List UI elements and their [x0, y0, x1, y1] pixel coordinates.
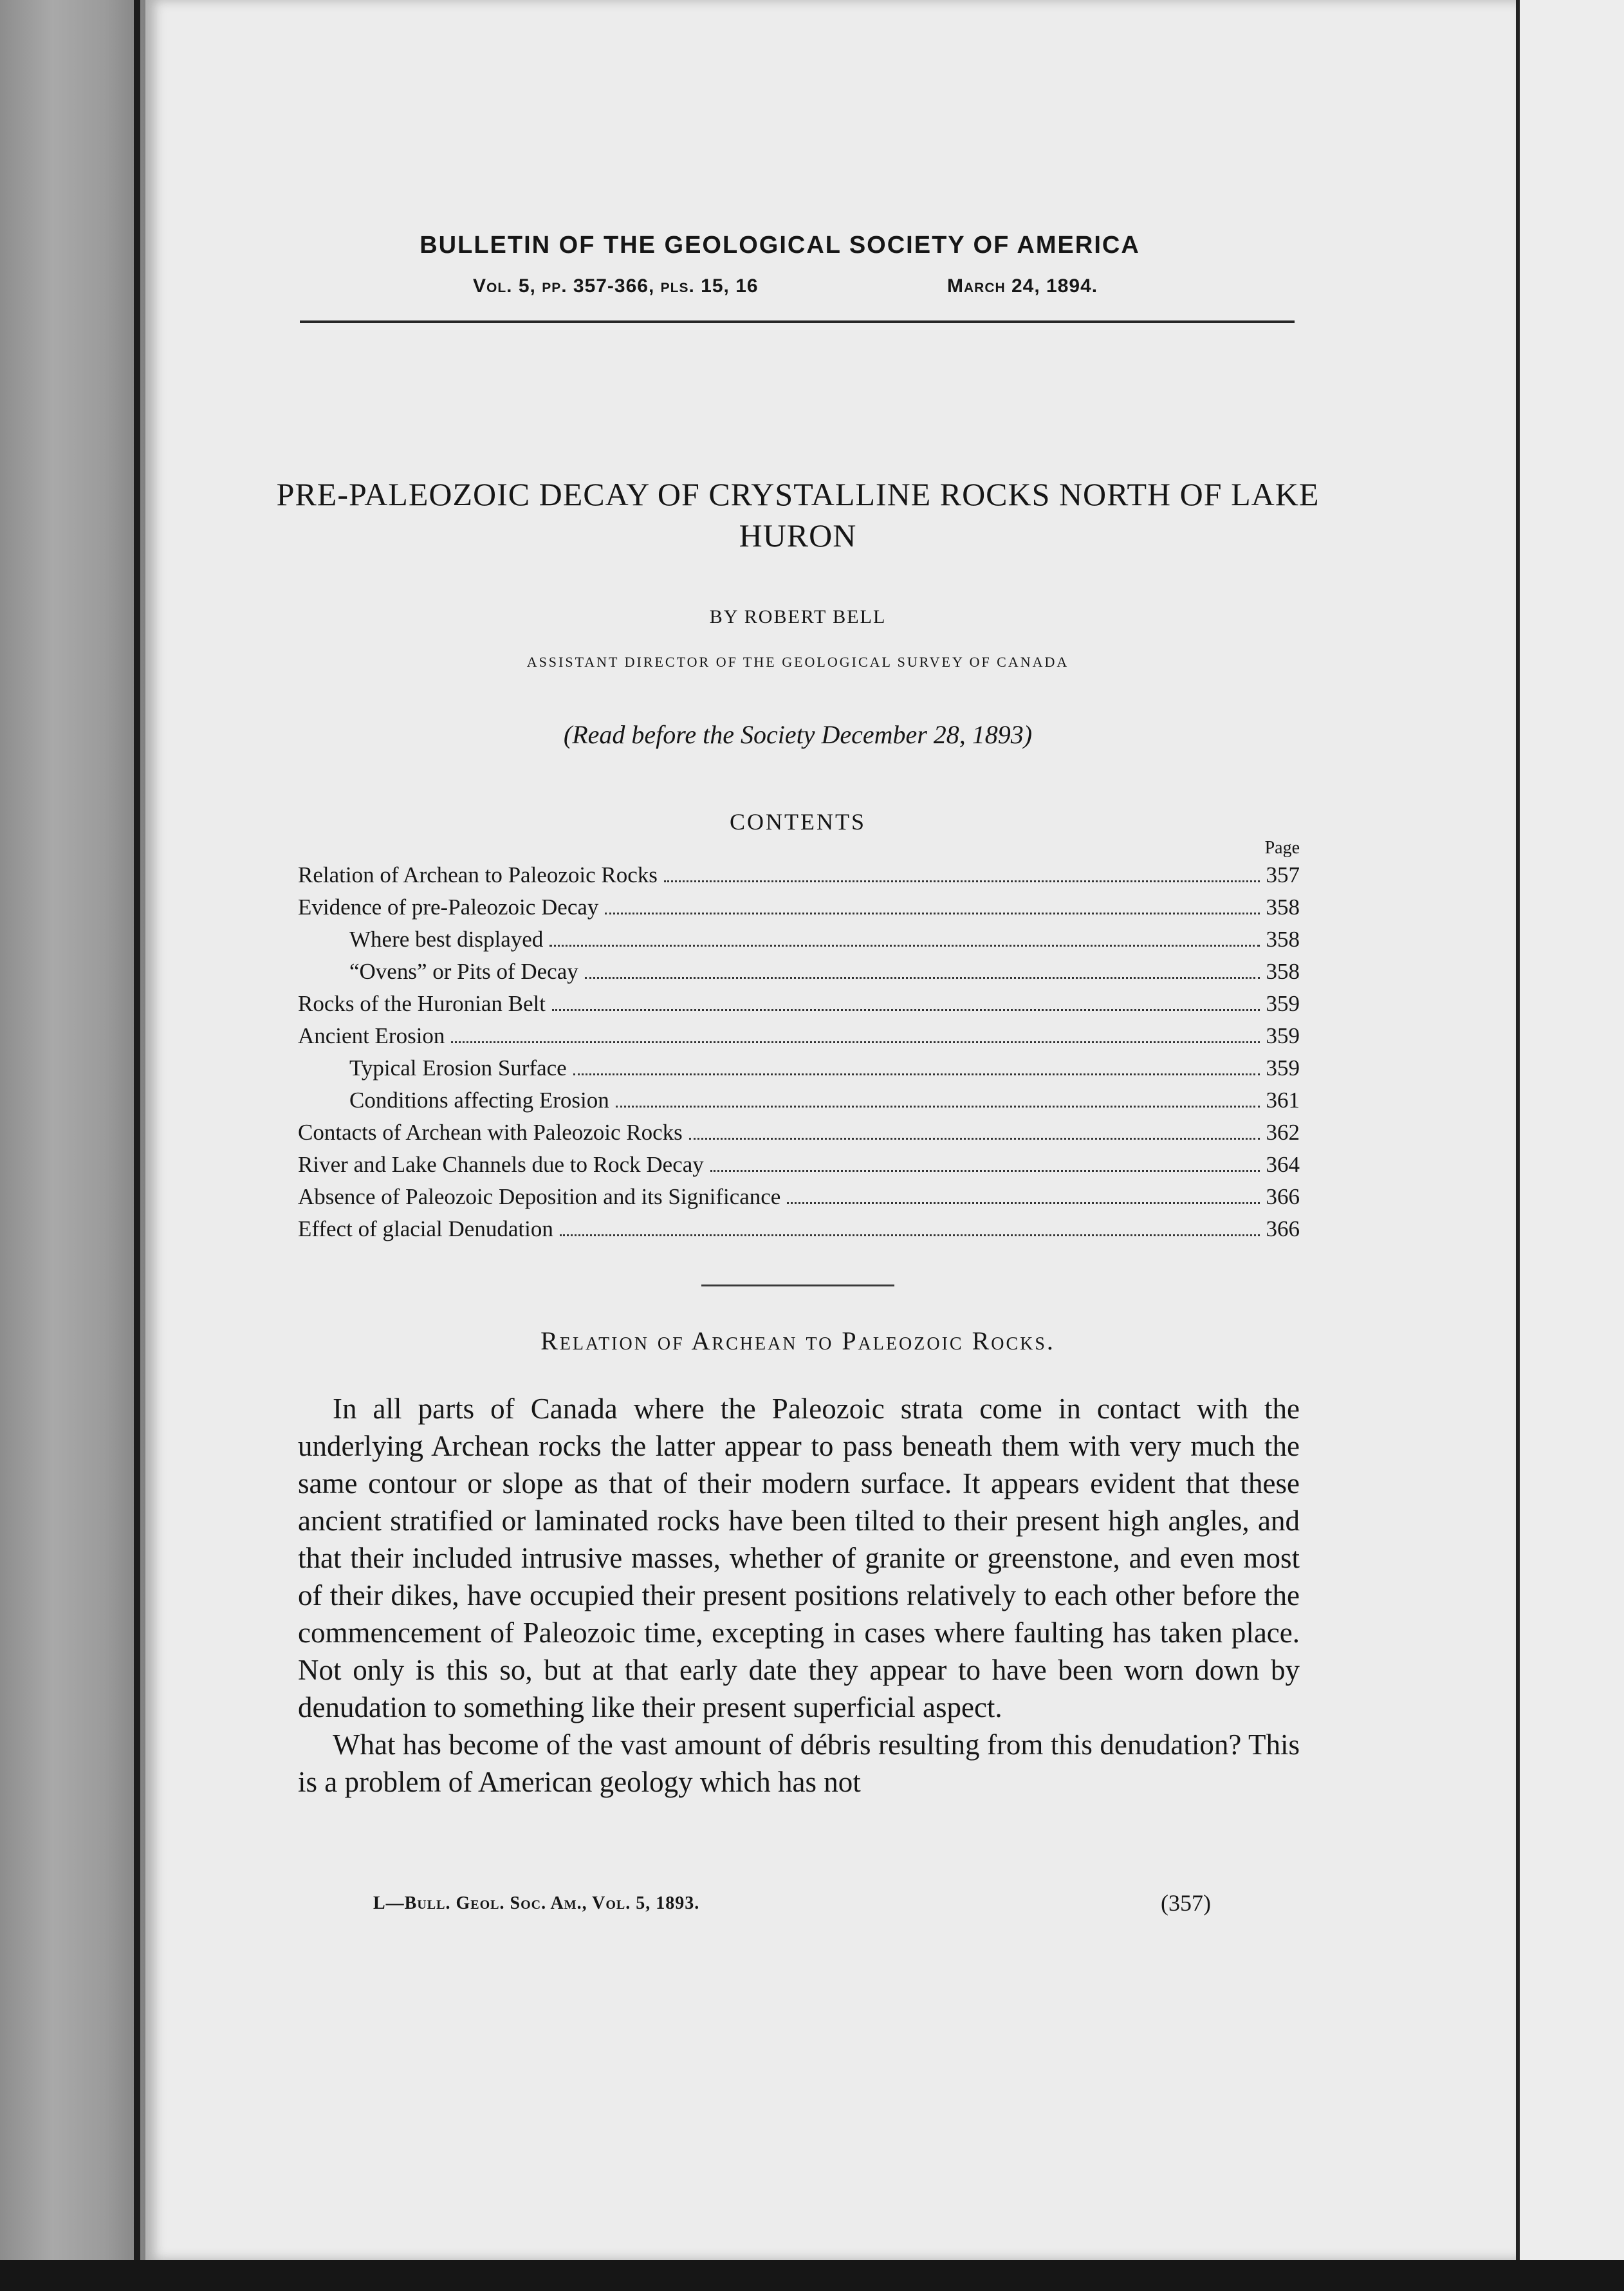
toc-entry [298, 1184, 1300, 1216]
toc-subentry [298, 1055, 1300, 1088]
toc-leader-dots [664, 880, 1260, 882]
toc-entry-title: Typical Erosion Surface [349, 1055, 567, 1081]
toc-entry [298, 1152, 1300, 1184]
toc-leader-dots [573, 1073, 1260, 1075]
body-text [298, 1390, 1300, 1801]
toc-leader-dots [451, 1041, 1259, 1043]
toc-entry-title: Rocks of the Huronian Belt [298, 991, 546, 1016]
read-note: (Read before the Society December 28, 1893) [563, 720, 1033, 749]
toc-entry [298, 991, 1300, 1023]
toc-leader-dots [585, 977, 1260, 979]
toc-entry-page: 358 [1266, 959, 1300, 984]
toc-entry-page: 359 [1266, 1023, 1300, 1048]
author-affiliation: ASSISTANT DIRECTOR OF THE GEOLOGICAL SURVEY OF CANADA [526, 654, 1069, 670]
page-number: (357) [1161, 1890, 1211, 1916]
toc-entry-title: Evidence of pre-Paleozoic Decay [298, 895, 599, 920]
toc-leader-dots [710, 1170, 1260, 1172]
contents-heading: CONTENTS [730, 809, 866, 835]
toc-leader-dots [787, 1202, 1259, 1204]
toc-subentry [298, 1088, 1300, 1120]
article-byline: BY ROBERT BELL [709, 606, 887, 627]
toc-leader-dots [616, 1106, 1260, 1108]
contents-page-label: Page [1264, 838, 1300, 858]
section-heading: Relation of Archean to Paleozoic Rocks. [540, 1326, 1055, 1355]
toc-leader-dots [689, 1138, 1260, 1140]
toc-entry [298, 1120, 1300, 1152]
toc-leader-dots [560, 1234, 1260, 1236]
body-paragraph: In all parts of Canada where the Paleozoic strata come in contact with the underlying Archean rocks the latter appear to pass beneath them with very much the same contour or slope as that of their modern surface. It appears evident that these ancient stratified or laminated rocks have been tilted to their present high angles, and that their included intrusive masses, whether of granite or greenstone, and even most of their dikes, have occupied their present positions relatively to each other before the commencement of Paleozoic time, excepting in cases where faulting has taken place. Not only is this so, but at that early date they appear to have been worn down by denudation to something like their present superficial aspect. [298, 1393, 1300, 1723]
toc-entry-page: 358 [1266, 895, 1300, 920]
body-paragraph: What has become of the vast amount of débris resulting from this denudation? This is a problem of American geology which has not [298, 1729, 1300, 1798]
toc-entry-title: Contacts of Archean with Paleozoic Rocks [298, 1120, 683, 1145]
toc-entry-page: 359 [1266, 1055, 1300, 1081]
toc-entry [298, 1216, 1300, 1248]
signature-line: L—Bull. Geol. Soc. Am., Vol. 5, 1893. [373, 1893, 700, 1913]
toc-entry [298, 895, 1300, 927]
toc-leader-dots [552, 1009, 1260, 1011]
toc-entry [298, 862, 1300, 895]
toc-entry [298, 1023, 1300, 1055]
toc-leader-dots [605, 913, 1259, 914]
toc-entry-page: 366 [1266, 1184, 1300, 1209]
toc-entry-title: River and Lake Channels due to Rock Decay [298, 1152, 704, 1177]
article-title: PRE-PALEOZOIC DECAY OF CRYSTALLINE ROCKS NORTH OF LAKE HURON [276, 476, 1320, 553]
scan-bottom-edge [0, 2260, 1624, 2291]
toc-entry-page: 361 [1266, 1088, 1300, 1113]
toc-subentry [298, 927, 1300, 959]
table-of-contents [298, 862, 1300, 1248]
toc-entry-page: 366 [1266, 1216, 1300, 1241]
toc-entry-page: 362 [1266, 1120, 1300, 1145]
toc-entry-title: Ancient Erosion [298, 1023, 445, 1048]
toc-subentry [298, 959, 1300, 991]
toc-entry-page: 357 [1266, 862, 1300, 887]
journal-name: BULLETIN OF THE GEOLOGICAL SOCIETY OF AMERICA [420, 232, 1140, 259]
journal-date: March 24, 1894. [947, 275, 1098, 297]
toc-entry-page: 358 [1266, 927, 1300, 952]
toc-entry-title: Conditions affecting Erosion [349, 1088, 609, 1113]
toc-entry-page: 364 [1266, 1152, 1300, 1177]
toc-leader-dots [549, 945, 1259, 947]
header-rule [300, 320, 1295, 323]
toc-entry-title: Where best displayed [349, 927, 544, 952]
toc-entry-page: 359 [1266, 991, 1300, 1016]
section-divider [701, 1285, 894, 1286]
journal-volume-pages: Vol. 5, pp. 357-366, pls. 15, 16 [473, 275, 759, 297]
toc-entry-title: “Ovens” or Pits of Decay [349, 959, 578, 984]
toc-entry-title: Effect of glacial Denudation [298, 1216, 553, 1241]
toc-entry-title: Absence of Paleozoic Deposition and its Significance [298, 1184, 781, 1209]
toc-entry-title: Relation of Archean to Paleozoic Rocks [298, 862, 658, 887]
